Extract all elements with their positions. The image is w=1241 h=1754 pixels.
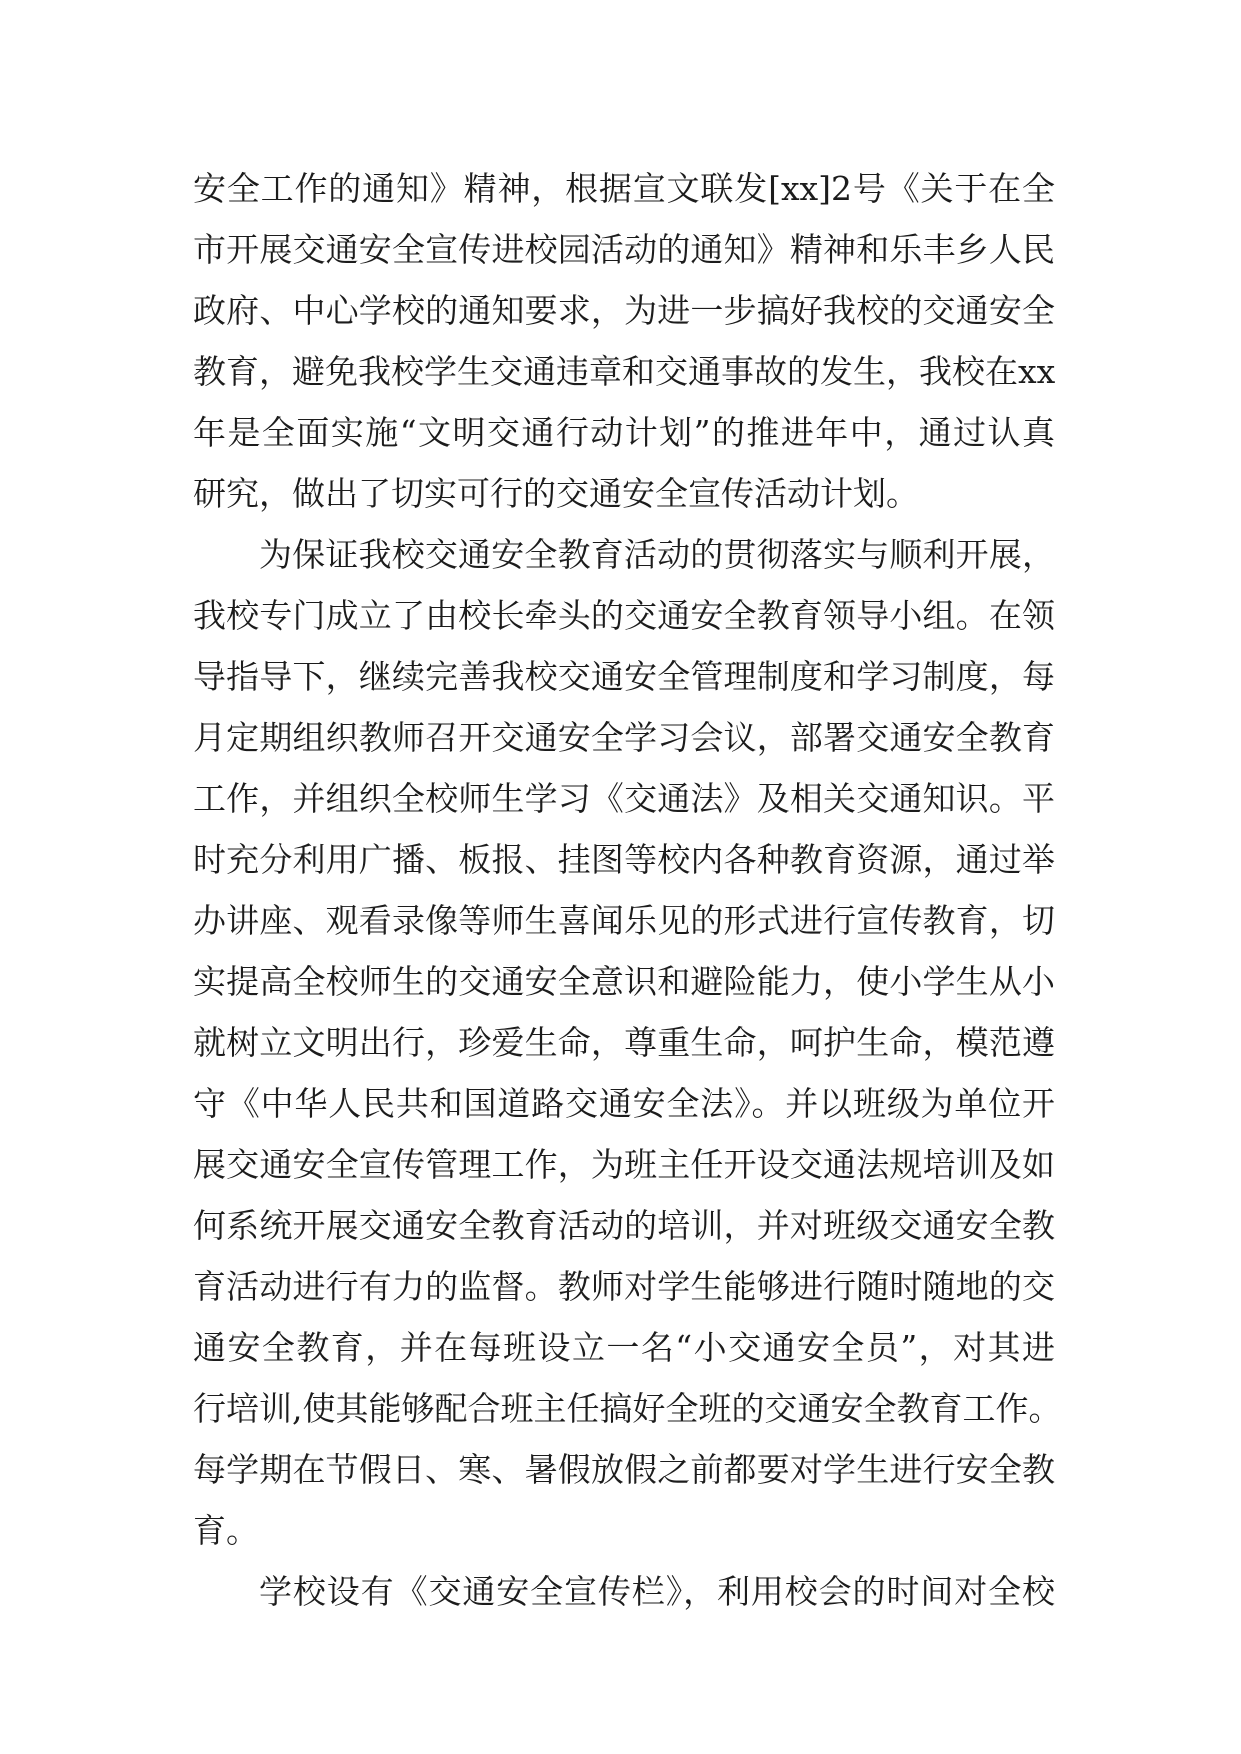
document-body (193, 158, 1062, 1622)
text-line: 守《中华人民共和国道路交通安全法》。并以班级为单位开 (193, 1084, 1055, 1123)
text-line: 我校专门成立了由校长牵头的交通安全教育领导小组。在领 (193, 596, 1055, 635)
paragraph-1 (193, 158, 1055, 524)
text-line: 每学期在节假日、寒、暑假放假之前都要对学生进行安全教 (193, 1450, 1055, 1489)
text-line: 研究，做出了切实可行的交通安全宣传活动计划。 (193, 474, 919, 513)
text-line: 教育，避免我校学生交通违章和交通事故的发生，我校在xx (193, 352, 1056, 391)
text-line: 导指导下，继续完善我校交通安全管理制度和学习制度，每 (193, 657, 1055, 696)
text-line: 学校设有《交通安全宣传栏》，利用校会的时间对全校 (259, 1572, 1055, 1611)
text-line: 市开展交通安全宣传进校园活动的通知》精神和乐丰乡人民 (193, 230, 1055, 269)
text-line: 月定期组织教师召开交通安全学习会议，部署交通安全教育 (193, 718, 1055, 757)
text-line: 展交通安全宣传管理工作，为班主任开设交通法规培训及如 (193, 1145, 1055, 1184)
text-line: 就树立文明出行，珍爱生命，尊重生命，呵护生命，模范遵 (193, 1023, 1055, 1062)
text-line: 育活动进行有力的监督。教师对学生能够进行随时随地的交 (193, 1267, 1055, 1306)
text-line: 年是全面实施“文明交通行动计划”的推进年中，通过认真 (193, 413, 1055, 452)
text-line: 政府、中心学校的通知要求，为进一步搞好我校的交通安全 (193, 291, 1055, 330)
paragraph-3 (193, 1561, 1055, 1622)
text-line: 行培训,使其能够配合班主任搞好全班的交通安全教育工作。 (193, 1389, 1062, 1428)
text-line: 何系统开展交通安全教育活动的培训，并对班级交通安全教 (193, 1206, 1055, 1245)
text-line: 安全工作的通知》精神，根据宣文联发[xx]2号《关于在全 (193, 169, 1055, 208)
text-line: 为保证我校交通安全教育活动的贯彻落实与顺利开展， (259, 535, 1055, 574)
text-line: 通安全教育，并在每班设立一名“小交通安全员”，对其进 (193, 1328, 1055, 1367)
text-line: 育。 (193, 1511, 259, 1550)
text-line: 办讲座、观看录像等师生喜闻乐见的形式进行宣传教育，切 (193, 901, 1055, 940)
paragraph-2 (193, 524, 1062, 1561)
text-line: 工作，并组织全校师生学习《交通法》及相关交通知识。平 (193, 779, 1055, 818)
text-line: 时充分利用广播、板报、挂图等校内各种教育资源，通过举 (193, 840, 1055, 879)
text-line: 实提高全校师生的交通安全意识和避险能力，使小学生从小 (193, 962, 1055, 1001)
